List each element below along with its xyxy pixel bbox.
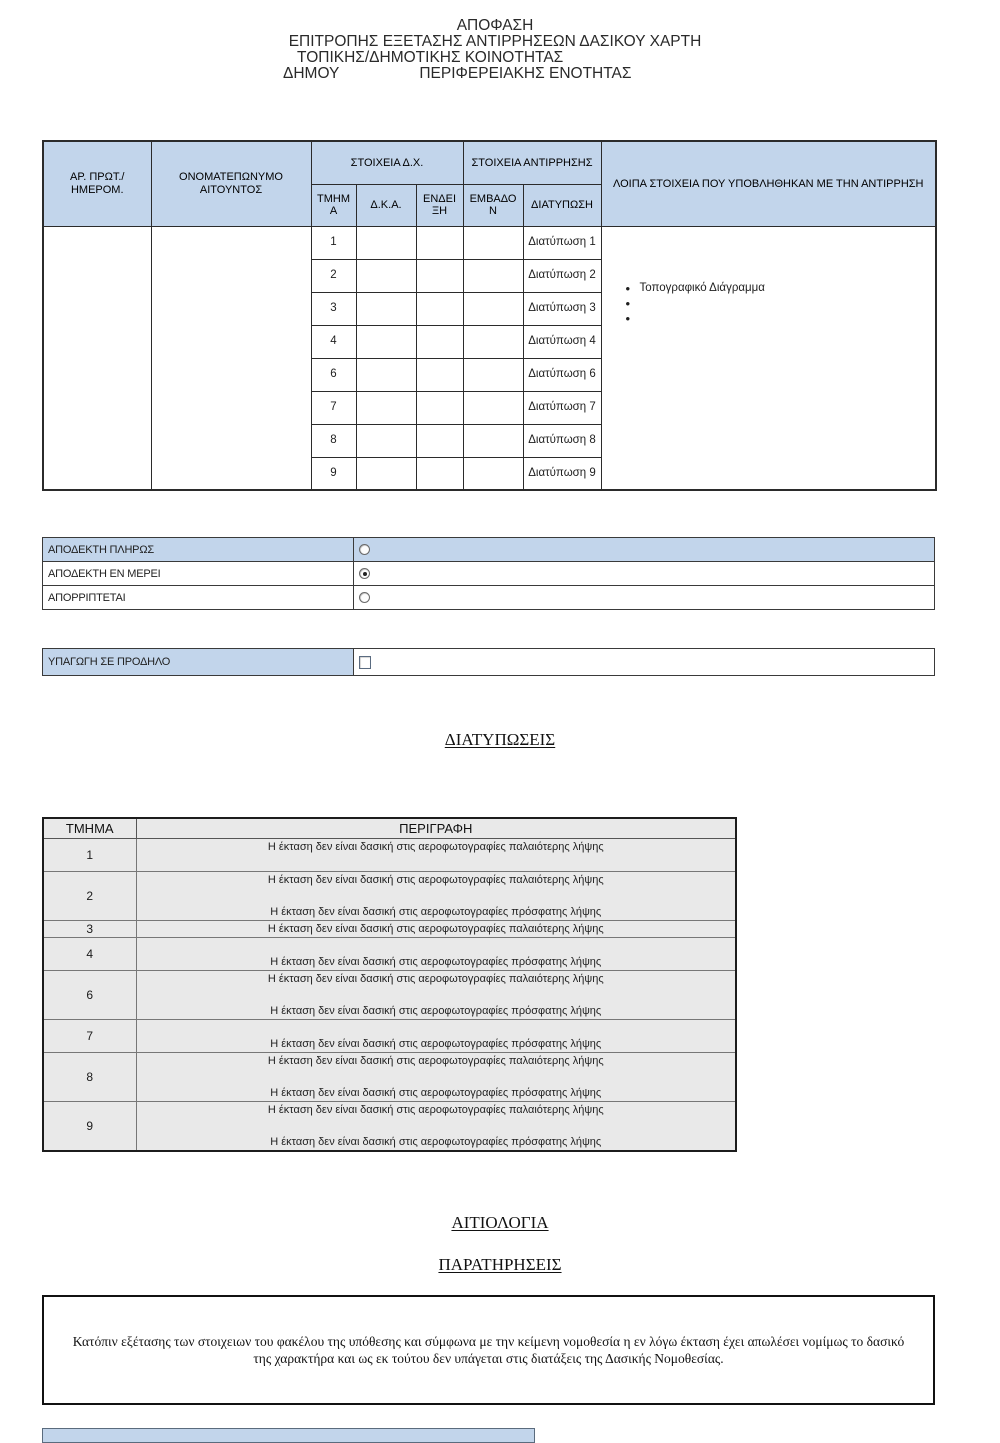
header-applicant: ΟΝΟΜΑΤΕΠΩΝΥΜΟ ΑΙΤΟΥΝΤΟΣ: [151, 141, 311, 226]
title-line-committee: ΕΠΙΤΡΟΠΗΣ ΕΞΕΤΑΣΗΣ ΑΝΤΙΡΡΗΣΕΩΝ ΔΑΣΙΚΟΥ ΧΑΡΤΗ: [288, 33, 702, 50]
description-line: Η έκταση δεν είναι δασική στις αεροφωτογραφίες παλαιότερης λήψης: [267, 922, 604, 935]
emvadon-value-cell[interactable]: [463, 259, 523, 292]
decision-option-value-cell: [354, 562, 935, 586]
diatyposi-cell: Διατύπωση 9: [523, 457, 601, 490]
attachment-item: [626, 311, 936, 326]
diatyposeis-row: [43, 920, 736, 937]
diatyposeis-tmima: 4: [43, 937, 136, 970]
paratiriseis-heading: [0, 1255, 1000, 1275]
diatyposi-cell: Διατύπωση 4: [523, 325, 601, 358]
decision-option-label: ΑΠΟΔΕΚΤΗ ΠΛΗΡΩΣ: [43, 538, 354, 562]
header-other-elements: ΛΟΙΠΑ ΣΤΟΙΧΕΙΑ ΠΟΥ ΥΠΟΒΛΗΘΗΚΑΝ ΜΕ ΤΗΝ ΑΝΤΙΡΡΗΣΗ: [601, 141, 936, 226]
diatyposeis-description: [136, 1101, 736, 1151]
diatyposeis-row: [43, 1019, 736, 1052]
header-endeixi: ΕΝΔΕΙΞΗ: [416, 184, 463, 226]
dka-value-cell[interactable]: [356, 391, 416, 424]
emvadon-value-cell[interactable]: [463, 391, 523, 424]
dka-value-cell[interactable]: [356, 358, 416, 391]
prodilo-row: [43, 649, 935, 676]
description-line: [141, 1020, 732, 1036]
attachments-list: [602, 227, 936, 326]
dka-value-cell[interactable]: [356, 325, 416, 358]
title-regional-unit-label: ΠΕΡΙΦΕΡΕΙΑΚΗΣ ΕΝΟΤΗΤΑΣ: [419, 65, 632, 82]
dka-value-cell[interactable]: [356, 259, 416, 292]
endeixi-value-cell[interactable]: [416, 391, 463, 424]
emvadon-value-cell[interactable]: [463, 292, 523, 325]
description-line: Η έκταση δεν είναι δασική στις αεροφωτογραφίες παλαιότερης λήψης: [267, 972, 604, 985]
description-line: [141, 1069, 732, 1085]
diatyposi-cell: Διατύπωση 2: [523, 259, 601, 292]
description-line: Η έκταση δεν είναι δασική στις αεροφωτογραφίες πρόσφατης λήψης: [270, 1037, 602, 1050]
aitiologia-heading: [0, 1213, 1000, 1233]
endeixi-value-cell[interactable]: [416, 325, 463, 358]
diatyposi-cell: Διατύπωση 3: [523, 292, 601, 325]
description-line: [141, 1118, 732, 1134]
title-line-municipality: [283, 66, 707, 82]
decision-row: [43, 562, 935, 586]
diatyposeis-heading: [0, 730, 1000, 750]
decision-radio[interactable]: [359, 568, 370, 579]
endeixi-value-cell[interactable]: [416, 358, 463, 391]
justification-box: [42, 1295, 935, 1405]
diatyposeis-heading-text: ΔΙΑΤΥΠΩΣΕΙΣ: [444, 730, 556, 749]
tmima-cell: 9: [311, 457, 356, 490]
emvadon-value-cell[interactable]: [463, 325, 523, 358]
tmima-cell: 4: [311, 325, 356, 358]
attachment-item: [626, 296, 936, 311]
decision-row: [43, 586, 935, 610]
description-line: Η έκταση δεν είναι δασική στις αεροφωτογραφίες πρόσφατης λήψης: [270, 1135, 602, 1148]
bottom-section-bar: [42, 1428, 535, 1443]
paratiriseis-heading-text: ΠΑΡΑΤΗΡΗΣΕΙΣ: [438, 1255, 562, 1274]
diatyposeis-table: [42, 817, 737, 1152]
diatyposeis-tmima: 2: [43, 871, 136, 920]
header-objection-group: ΣΤΟΙΧΕΙΑ ΑΝΤΙΡΡΗΣΗΣ: [463, 141, 601, 184]
aitiologia-heading-text: ΑΙΤΙΟΛΟΓΙΑ: [451, 1213, 549, 1232]
description-line: Η έκταση δεν είναι δασική στις αεροφωτογραφίες πρόσφατης λήψης: [270, 1004, 602, 1017]
diatyposi-cell: Διατύπωση 6: [523, 358, 601, 391]
tmima-cell: 8: [311, 424, 356, 457]
endeixi-value-cell[interactable]: [416, 259, 463, 292]
description-line: [141, 855, 732, 871]
diatyposeis-tmima: 3: [43, 920, 136, 937]
endeixi-value-cell[interactable]: [416, 424, 463, 457]
decision-radio[interactable]: [359, 592, 370, 603]
tmima-cell: 3: [311, 292, 356, 325]
endeixi-value-cell[interactable]: [416, 457, 463, 490]
decision-option-value-cell: [354, 586, 935, 610]
prodilo-label: ΥΠΑΓΩΓΗ ΣΕ ΠΡΟΔΗΛΟ: [43, 649, 354, 676]
description-line: Η έκταση δεν είναι δασική στις αεροφωτογραφίες παλαιότερης λήψης: [267, 873, 604, 886]
title-dimou-label: ΔΗΜΟΥ: [283, 65, 340, 82]
endeixi-value-cell[interactable]: [416, 226, 463, 259]
header-dx-group: ΣΤΟΙΧΕΙΑ Δ.Χ.: [311, 141, 463, 184]
endeixi-value-cell[interactable]: [416, 292, 463, 325]
header-emvadon: ΕΜΒΑΔΟΝ: [463, 184, 523, 226]
diatyposeis-tmima: 8: [43, 1052, 136, 1101]
description-line: Η έκταση δεν είναι δασική στις αεροφωτογραφίες παλαιότερης λήψης: [267, 840, 604, 853]
diatyposeis-description: [136, 970, 736, 1019]
decision-option-value-cell: [354, 538, 935, 562]
applicant-value-cell[interactable]: [151, 226, 311, 490]
justification-text: Κατόπιν εξέτασης των στοιχειων του φακέλου της υπόθεσης και σύμφωνα με την κείμενη νομοθεσία η εν λόγω έκταση έχει απωλέσει νομίμως το δασικό της χαρακτήρα και ως εκ τούτου δεν υπάγεται στις διατάξεις της Δασικής Νομοθεσίας.: [72, 1334, 905, 1366]
emvadon-value-cell[interactable]: [463, 226, 523, 259]
decision-radio[interactable]: [359, 544, 370, 555]
dka-value-cell[interactable]: [356, 226, 416, 259]
diatyposeis-tmima: 1: [43, 838, 136, 871]
decision-row: [43, 538, 935, 562]
diatyposeis-row: [43, 871, 736, 920]
description-line: Η έκταση δεν είναι δασική στις αεροφωτογραφίες παλαιότερης λήψης: [267, 1054, 604, 1067]
diatyposeis-description: [136, 871, 736, 920]
header-protocol: ΑΡ. ΠΡΩΤ./ ΗΜΕΡΟΜ.: [43, 141, 151, 226]
document-title: [283, 18, 707, 82]
description-line: [141, 987, 732, 1003]
tmima-cell: 1: [311, 226, 356, 259]
diatyposeis-tmima: 9: [43, 1101, 136, 1151]
attachments-cell: [601, 226, 936, 490]
diatyposi-cell: Διατύπωση 8: [523, 424, 601, 457]
diatyposeis-row: [43, 970, 736, 1019]
dka-value-cell[interactable]: [356, 292, 416, 325]
diatyposi-cell: Διατύπωση 7: [523, 391, 601, 424]
description-line: Η έκταση δεν είναι δασική στις αεροφωτογραφίες πρόσφατης λήψης: [270, 905, 602, 918]
diatyposeis-row: [43, 1052, 736, 1101]
diatyposeis-header-perigrafi: ΠΕΡΙΓΡΑΦΗ: [136, 818, 736, 838]
diatyposeis-row: [43, 838, 736, 871]
header-tmima: ΤΜΗΜΑ: [311, 184, 356, 226]
tmima-cell: 2: [311, 259, 356, 292]
objection-summary-table: [42, 140, 937, 491]
prodilo-value-cell: [354, 649, 935, 676]
description-line: [141, 938, 732, 954]
decision-table: [42, 537, 935, 610]
diatyposeis-row: [43, 1101, 736, 1151]
diatyposeis-header-row: [43, 818, 736, 838]
diatyposeis-description: [136, 937, 736, 970]
dka-value-cell[interactable]: [356, 424, 416, 457]
objection-row: [43, 226, 936, 259]
diatyposeis-description: [136, 1019, 736, 1052]
diatyposeis-description: [136, 838, 736, 871]
diatyposeis-description: [136, 920, 736, 937]
header-diatyposi: ΔΙΑΤΥΠΩΣΗ: [523, 184, 601, 226]
emvadon-value-cell[interactable]: [463, 457, 523, 490]
tmima-cell: 6: [311, 358, 356, 391]
emvadon-value-cell[interactable]: [463, 358, 523, 391]
diatyposi-cell: Διατύπωση 1: [523, 226, 601, 259]
diatyposeis-header-tmima: ΤΜΗΜΑ: [43, 818, 136, 838]
description-line: Η έκταση δεν είναι δασική στις αεροφωτογραφίες πρόσφατης λήψης: [270, 1086, 602, 1099]
diatyposeis-row: [43, 937, 736, 970]
dka-value-cell[interactable]: [356, 457, 416, 490]
diatyposeis-tmima: 6: [43, 970, 136, 1019]
decision-option-label: ΑΠΟΔΕΚΤΗ ΕΝ ΜΕΡΕΙ: [43, 562, 354, 586]
attachment-item: • Τοπογραφικό Διάγραμμα: [626, 281, 936, 296]
prodilo-table: [42, 648, 935, 676]
description-line: [141, 888, 732, 904]
title-line-community: ΤΟΠΙΚΗΣ/ΔΗΜΟΤΙΚΗΣ ΚΟΙΝΟΤΗΤΑΣ: [297, 49, 564, 66]
diatyposeis-tmima: 7: [43, 1019, 136, 1052]
header-dka: Δ.Κ.Α.: [356, 184, 416, 226]
emvadon-value-cell[interactable]: [463, 424, 523, 457]
decision-option-label: ΑΠΟΡΡΙΠΤΕΤΑΙ: [43, 586, 354, 610]
protocol-value-cell[interactable]: [43, 226, 151, 490]
prodilo-checkbox[interactable]: [359, 656, 371, 669]
description-line: Η έκταση δεν είναι δασική στις αεροφωτογραφίες παλαιότερης λήψης: [267, 1103, 604, 1116]
description-line: Η έκταση δεν είναι δασική στις αεροφωτογραφίες πρόσφατης λήψης: [270, 955, 602, 968]
tmima-cell: 7: [311, 391, 356, 424]
diatyposeis-description: [136, 1052, 736, 1101]
title-line-apofasi: ΑΠΟΦΑΣΗ: [456, 17, 534, 34]
